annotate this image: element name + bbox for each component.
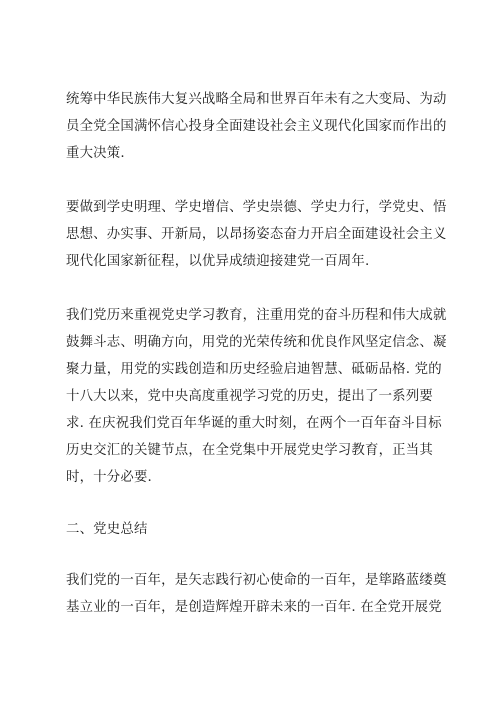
paragraph-2-line-2: 思想、办实事、开新局，以昂扬姿态奋力开启全面建设社会主义 — [66, 227, 447, 242]
paragraph-3-line-7: 时，十分必要. — [66, 470, 152, 485]
paragraph-2-line-3: 现代化国家新征程，以优异成绩迎接建党一百周年. — [66, 254, 370, 269]
paragraph-1-line-3: 重大决策. — [66, 146, 125, 161]
paragraph-3-line-2: 鼓舞斗志、明确方向，用党的光荣传统和优良作风坚定信念、凝 — [66, 335, 447, 350]
paragraph-3-line-1: 我们党历来重视党史学习教育，注重用党的奋斗历程和伟大成就 — [66, 308, 447, 323]
paragraph-4-line-2: 基立业的一百年，是创造辉煌开辟未来的一百年. 在全党开展党 — [66, 600, 442, 615]
paragraph-2-line-1: 要做到学史明理、学史增信、学史崇德、学史力行，学党史、悟 — [66, 200, 447, 215]
paragraph-3-line-5: 求. 在庆祝我们党百年华诞的重大时刻，在两个一百年奋斗目标 — [66, 416, 442, 431]
paragraph-3-line-3: 聚力量，用党的实践创造和历史经验启迪智慧、砥砺品格. 党的 — [66, 362, 442, 377]
section-heading: 二、党史总结 — [66, 522, 148, 537]
paragraph-4-line-1: 我们党的一百年，是矢志践行初心使命的一百年，是筚路蓝缕奠 — [66, 573, 447, 588]
paragraph-1-line-2: 员全党全国满怀信心投身全面建设社会主义现代化国家而作出的 — [66, 119, 447, 134]
paragraph-3-line-4: 十八大以来，党中央高度重视学习党的历史，提出了一系列要 — [66, 389, 433, 404]
paragraph-3-line-6: 历史交汇的关键节点，在全党集中开展党史学习教育，正当其 — [66, 443, 433, 458]
paragraph-1-line-1: 统筹中华民族伟大复兴战略全局和世界百年未有之大变局、为动 — [66, 92, 447, 107]
